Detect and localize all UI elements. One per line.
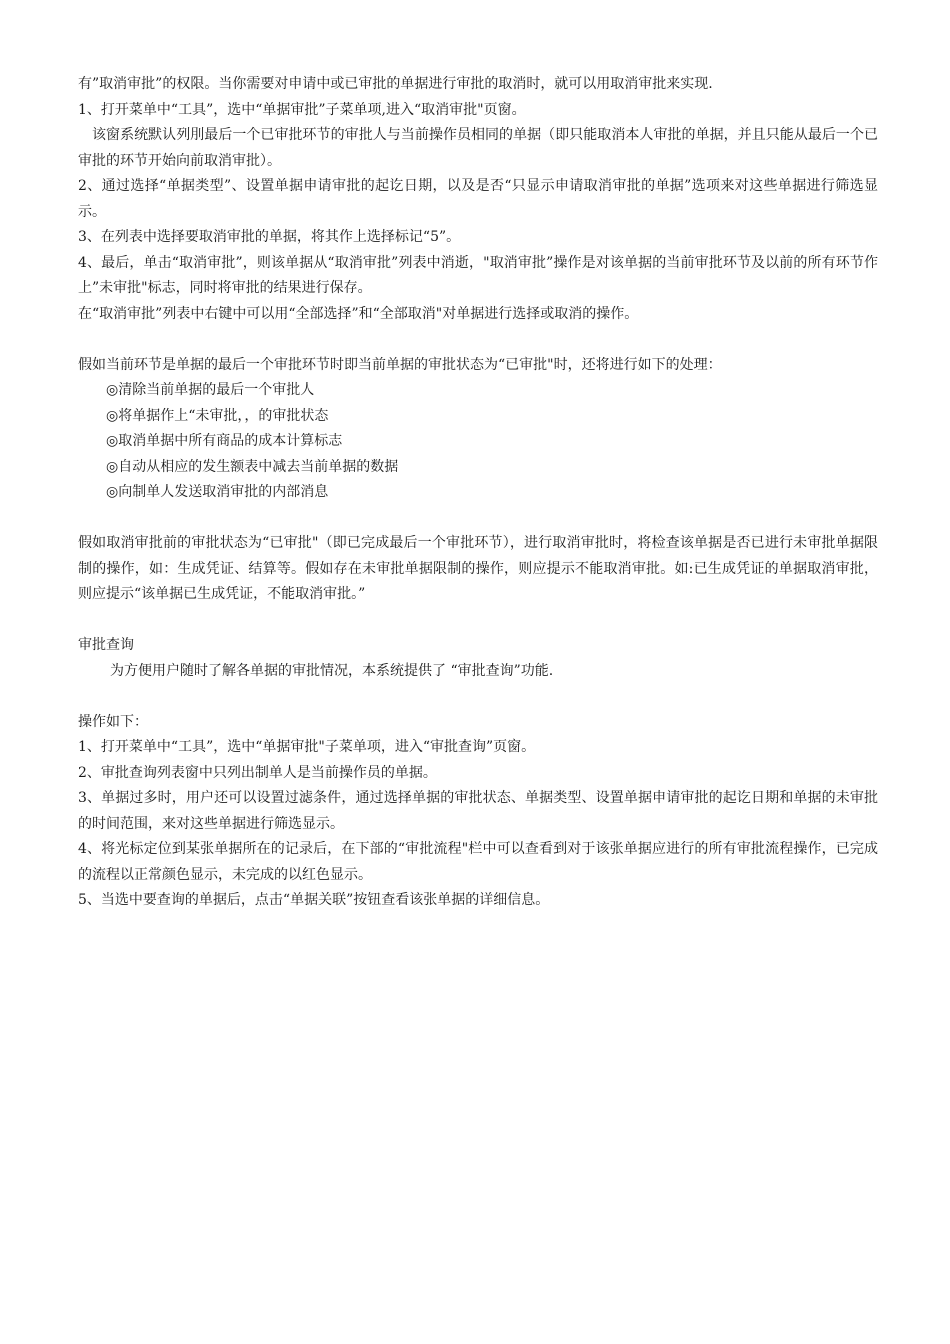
processing-item: ◎取消单据中所有商品的成本计算标志 [106, 433, 343, 449]
query-step: 1、打开菜单中“工具”，选中“单据审批"子菜单项，进入“审批查询”页窗。 [78, 739, 536, 755]
query-step: 4、将光标定位到某张单据所在的记录后，在下部的“审批流程"栏中可以查看到对于该张单据应进行的所有审批流程操作，已完成的流程以正常颜色显示，未完成的以红色显示。 [78, 841, 878, 883]
processing-item: ◎清除当前单据的最后一个审批人 [106, 382, 315, 398]
query-step: 3、单据过多时，用户还可以设置过滤条件，通过选择单据的审批状态、单据类型、设置单据申请审批的起讫日期和单据的未审批的时间范围，来对这些单据进行筛选显示。 [78, 790, 878, 832]
spacer [78, 608, 878, 634]
section-title-approval-query: 审批查询 [78, 637, 134, 653]
query-step: 5、当选中要查询的单据后，点击“单据关联”按钮查看该张单据的详细信息。 [78, 892, 550, 908]
query-step: 2、审批查询列表窗中只列出制单人是当前操作员的单据。 [78, 764, 437, 781]
cancel-approval-permission-text: 有”取消审批”的权限。当你需要对申请中或已审批的单据进行审批的取消时，就可以用取消审批来实现. [78, 76, 713, 92]
processing-item: ◎将单据作上“未审批，，的审批状态 [106, 407, 329, 424]
cancel-step-1: 1、打开菜单中“工具”，选中“单据审批”子菜单项,进入“取消审批"页窗。 [78, 101, 526, 118]
processing-item: ◎向制单人发送取消审批的内部消息 [106, 484, 329, 500]
spacer [78, 327, 878, 353]
last-step-processing-intro: 假如当前环节是单据的最后一个审批环节时即当前单据的审批状态为“已审批"时，还将进行如下的处理： [78, 356, 722, 373]
cancel-step-3: 3、在列表中选择要取消审批的单据，将其作上选择标记“5”。 [78, 229, 461, 245]
processing-item: ◎自动从相应的发生额表中减去当前单据的数据 [106, 458, 399, 475]
cancel-context-menu-note: 在“取消审批”列表中右键中可以用“全部选择”和“全部取消"对单据进行选择或取消的操作。 [78, 305, 639, 322]
restriction-check-paragraph: 假如取消审批前的审批状态为“已审批"（即已完成最后一个审批环节），进行取消审批时，将检查该单据是否已进行未审批单据限制的操作，如：生成凭证、结算等。假如存在未审批单据限制的操作，则应提示不能取消审批。如:已生成凭证的单据取消审批，则应提示“该单据已生成凭证，不能取消审批。” [78, 535, 878, 602]
spacer [78, 684, 878, 710]
operations-heading: 操作如下： [78, 713, 148, 730]
document-page [78, 72, 878, 914]
cancel-step-4: 4、最后，单击“取消审批”，则该单据从“取消审批”列表中消逝，"取消审批”操作是对该单据的当前审批环节及以前的所有环节作上”未审批"标志，同时将审批的结果进行保存。 [78, 254, 878, 296]
spacer [78, 506, 878, 532]
approval-query-intro: 为方便用户随时了解各单据的审批情况，本系统提供了 “审批查询”功能. [110, 662, 554, 679]
cancel-default-list-note: 该窗系统默认列刖最后一个已审批环节的审批人与当前操作员相同的单据（即只能取消本人审批的单据，并且只能从最后一个已审批的环节开始向前取消审批）。 [78, 127, 878, 169]
cancel-step-2: 2、通过选择“单据类型”、设置单据申请审批的起讫日期，以及是否“只显示申请取消审批的单据”选项来对这些单据进行筛选显示。 [78, 178, 878, 220]
